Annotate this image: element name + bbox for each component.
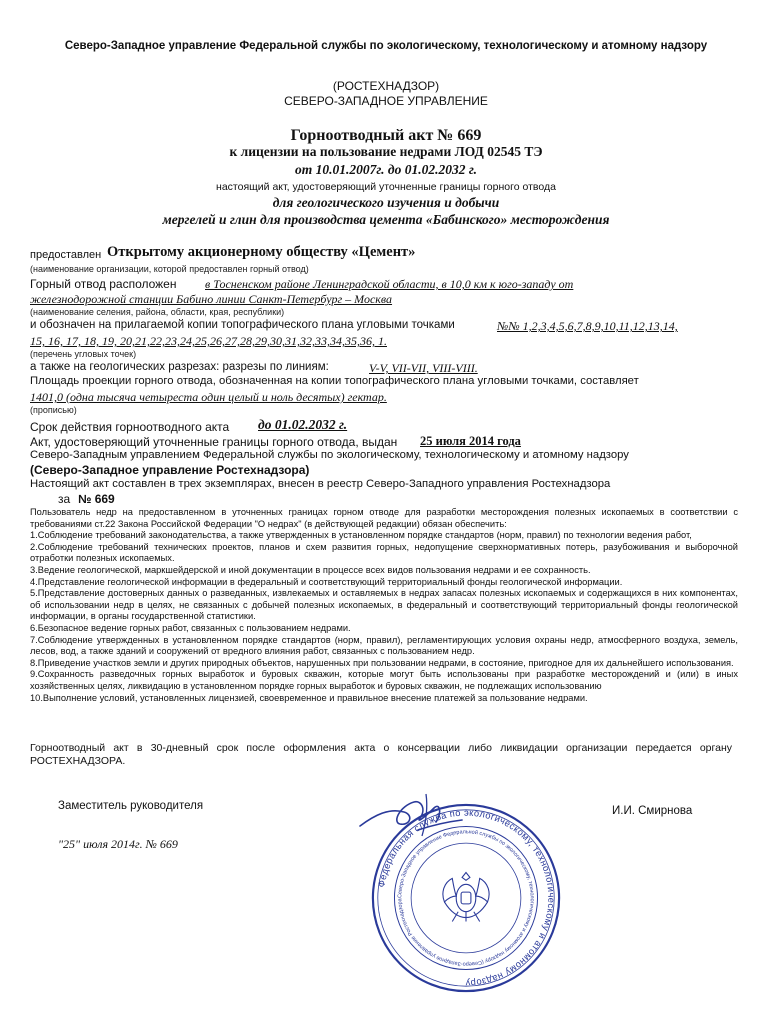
obligation-item: Пользователь недр на предоставленном в уточненных границах горном отводе для разработки месторождения полезных ископаемых в соответствии с требованиями ст.22 Закона Российской Федерации "О недрах" (в действующей редакции) обязан обеспечить: <box>30 507 738 529</box>
conservation-note: Горноотводный акт в 30-дневный срок после оформления акта о консервации либо ликвидации организации передается органу РОСТЕХНАДЗОРА. <box>30 742 732 767</box>
issued-date: 25 июля 2014 года <box>420 434 521 448</box>
act-intro-line: настоящий акт, удостоверяющий уточненные границы горного отвода <box>216 181 556 193</box>
issued-label: Акт, удостоверяющий уточненные границы горного отвода, выдан <box>30 435 398 449</box>
organization-caption: (наименование организации, которой предоставлен горный отвод) <box>30 264 309 274</box>
obligations-list <box>30 507 738 704</box>
registry-line: Настоящий акт составлен в трех экземплярах, внесен в реестр Северо-Западного управления Ростехнадзора <box>30 478 611 490</box>
term-value: до 01.02.2032 г. <box>258 417 348 432</box>
obligation-item: 1.Соблюдение требований законодательства, а также утвержденных в установленном порядке стандартов (норм, правил) по технологии ведения работ, <box>30 530 692 541</box>
obligation-item: 8.Приведение участков земли и других природных объектов, нарушенных при пользовании недрами, в состояние, пригодное для их дальнейшего использования. <box>30 657 734 668</box>
area-label: Площадь проекции горного отвода, обозначенная на копии топографического плана угловыми точками, составляет <box>30 375 639 387</box>
department-name: СЕВЕРО-ЗАПАДНОЕ УПРАВЛЕНИЕ <box>284 94 488 108</box>
term-label: Срок действия горноотводного акта <box>30 420 230 434</box>
obligation-item: 5.Представление достоверных данных о разведанных, извлекаемых и оставляемых в недрах запасах полезных ископаемых и содержащихся в них компонентах, об использовании недр в целях, не связанных с добычей полезных ископаемых, в федеральный и соответствующий территориальный фонды геологической информации, в органы государственной статистики. <box>30 588 738 622</box>
organization-name: Открытому акционерному обществу «Цемент» <box>107 244 416 260</box>
sections-value: V-V, VII-VII, VIII-VIII. <box>369 361 478 375</box>
obligation-item: 4.Представление геологической информации в федеральный и соответствующий территориальный фонды геологической информации. <box>30 576 623 587</box>
points-line-2: 15, 16, 17, 18, 19, 20,21,22,23,24,25,26,27,28,29,30,31,32,33,34,35,36, 1. <box>30 334 387 348</box>
agency-header: Северо-Западное управление Федеральной службы по экологическому, технологическому и атомному надзору <box>64 40 708 52</box>
validity-line: от 10.01.2007г. до 01.02.2032 г. <box>294 162 478 177</box>
location-label: Горный отвод расположен <box>30 277 177 291</box>
license-line: к лицензии на пользование недрами ЛОД 02545 ТЭ <box>229 144 543 159</box>
obligation-item: 10.Выполнение условий, установленных лицензией, своевременное и правильное внесение платежей за пользование недрами. <box>30 692 588 703</box>
purpose-line-1: для геологического изучения и добычи <box>272 195 500 210</box>
grant-prefix: предоставлен <box>30 249 102 261</box>
points-caption: (перечень угловых точек) <box>30 349 137 359</box>
obligation-item: 3.Ведение геологической, маркшейдерской и иной документации в процессе всех видов пользования недрами и ее сохранность. <box>30 564 591 575</box>
location-caption: (наименование селения, района, области, края, республики) <box>30 307 285 317</box>
stamp-inner-text: Северо-Западное управление Федеральной службы по экологическому, технологическому и атомному надзору (Северо-Западное управление Ростехнадзора <box>397 829 535 967</box>
handwritten-signature <box>356 790 466 840</box>
registry-number: № 669 <box>78 492 115 506</box>
coat-of-arms-icon <box>443 873 489 922</box>
obligation-item: 2.Соблюдение требований технических проектов, планов и схем развития горных, недопущение сверхнормативных потерь, разубоживания и выборочной отработки полезных ископаемых. <box>30 541 738 564</box>
issuer-line: Северо-Западным управлением Федеральной службы по экологическому, технологическому и атомному надзору <box>30 449 629 461</box>
signer-name: И.И. Смирнова <box>612 805 693 817</box>
purpose-line-2: мергелей и глин для производства цемента «Бабинского» месторождения <box>162 212 610 227</box>
issuer-short: (Северо-Западное управление Ростехнадзора) <box>30 463 310 477</box>
stamp-outer-text: Федеральная служба по экологическому, технологическому и атомному надзору <box>376 807 557 989</box>
signer-position: Заместитель руководителя <box>58 800 204 812</box>
points-label: и обозначен на прилагаемой копии топографического плана угловыми точками <box>30 319 455 331</box>
sections-label: а также на геологических разрезах: разрезы по линиям: <box>30 361 329 373</box>
agency-short-name: (РОСТЕХНАДЗОР) <box>332 79 440 93</box>
points-line-1: №№ 1,2,3,4,5,6,7,8,9,10,11,12,13,14, <box>497 319 678 333</box>
document-date: "25" июля 2014г. № 669 <box>58 837 178 851</box>
location-line-1: в Тосненском районе Ленинградской области, в 10,0 км к юго-западу от <box>205 277 574 291</box>
area-caption: (прописью) <box>30 405 77 415</box>
obligation-item: 9.Сохранность разведочных горных выработок и буровых скважин, которые могут быть использованы при разработке месторождений и (или) в иных хозяйственных целях, ликвидацию в установленном порядке горных выработок и буровых скважин, не подлежащих использованию <box>30 669 738 691</box>
obligation-item: 6.Безопасное ведение горных работ, связанных с пользованием недрами. <box>30 622 351 633</box>
obligation-item: 7.Соблюдение утвержденных в установленном порядке стандартов (норм, правил), регламентирующих условия охраны недр, атмосферного воздуха, земель, лесов, вод, а также зданий и сооружений от вредного влияния работ, связанных с пользованием недр. <box>30 634 738 657</box>
registry-prefix: за <box>58 492 71 506</box>
location-line-2: железнодорожной станции Бабино линии Санкт-Петербург – Москва <box>30 292 393 306</box>
area-value: 1401,0 (одна тысяча четыреста один целый и ноль десятых) гектар. <box>30 390 387 404</box>
act-title: Горноотводный акт № 669 <box>290 127 482 144</box>
